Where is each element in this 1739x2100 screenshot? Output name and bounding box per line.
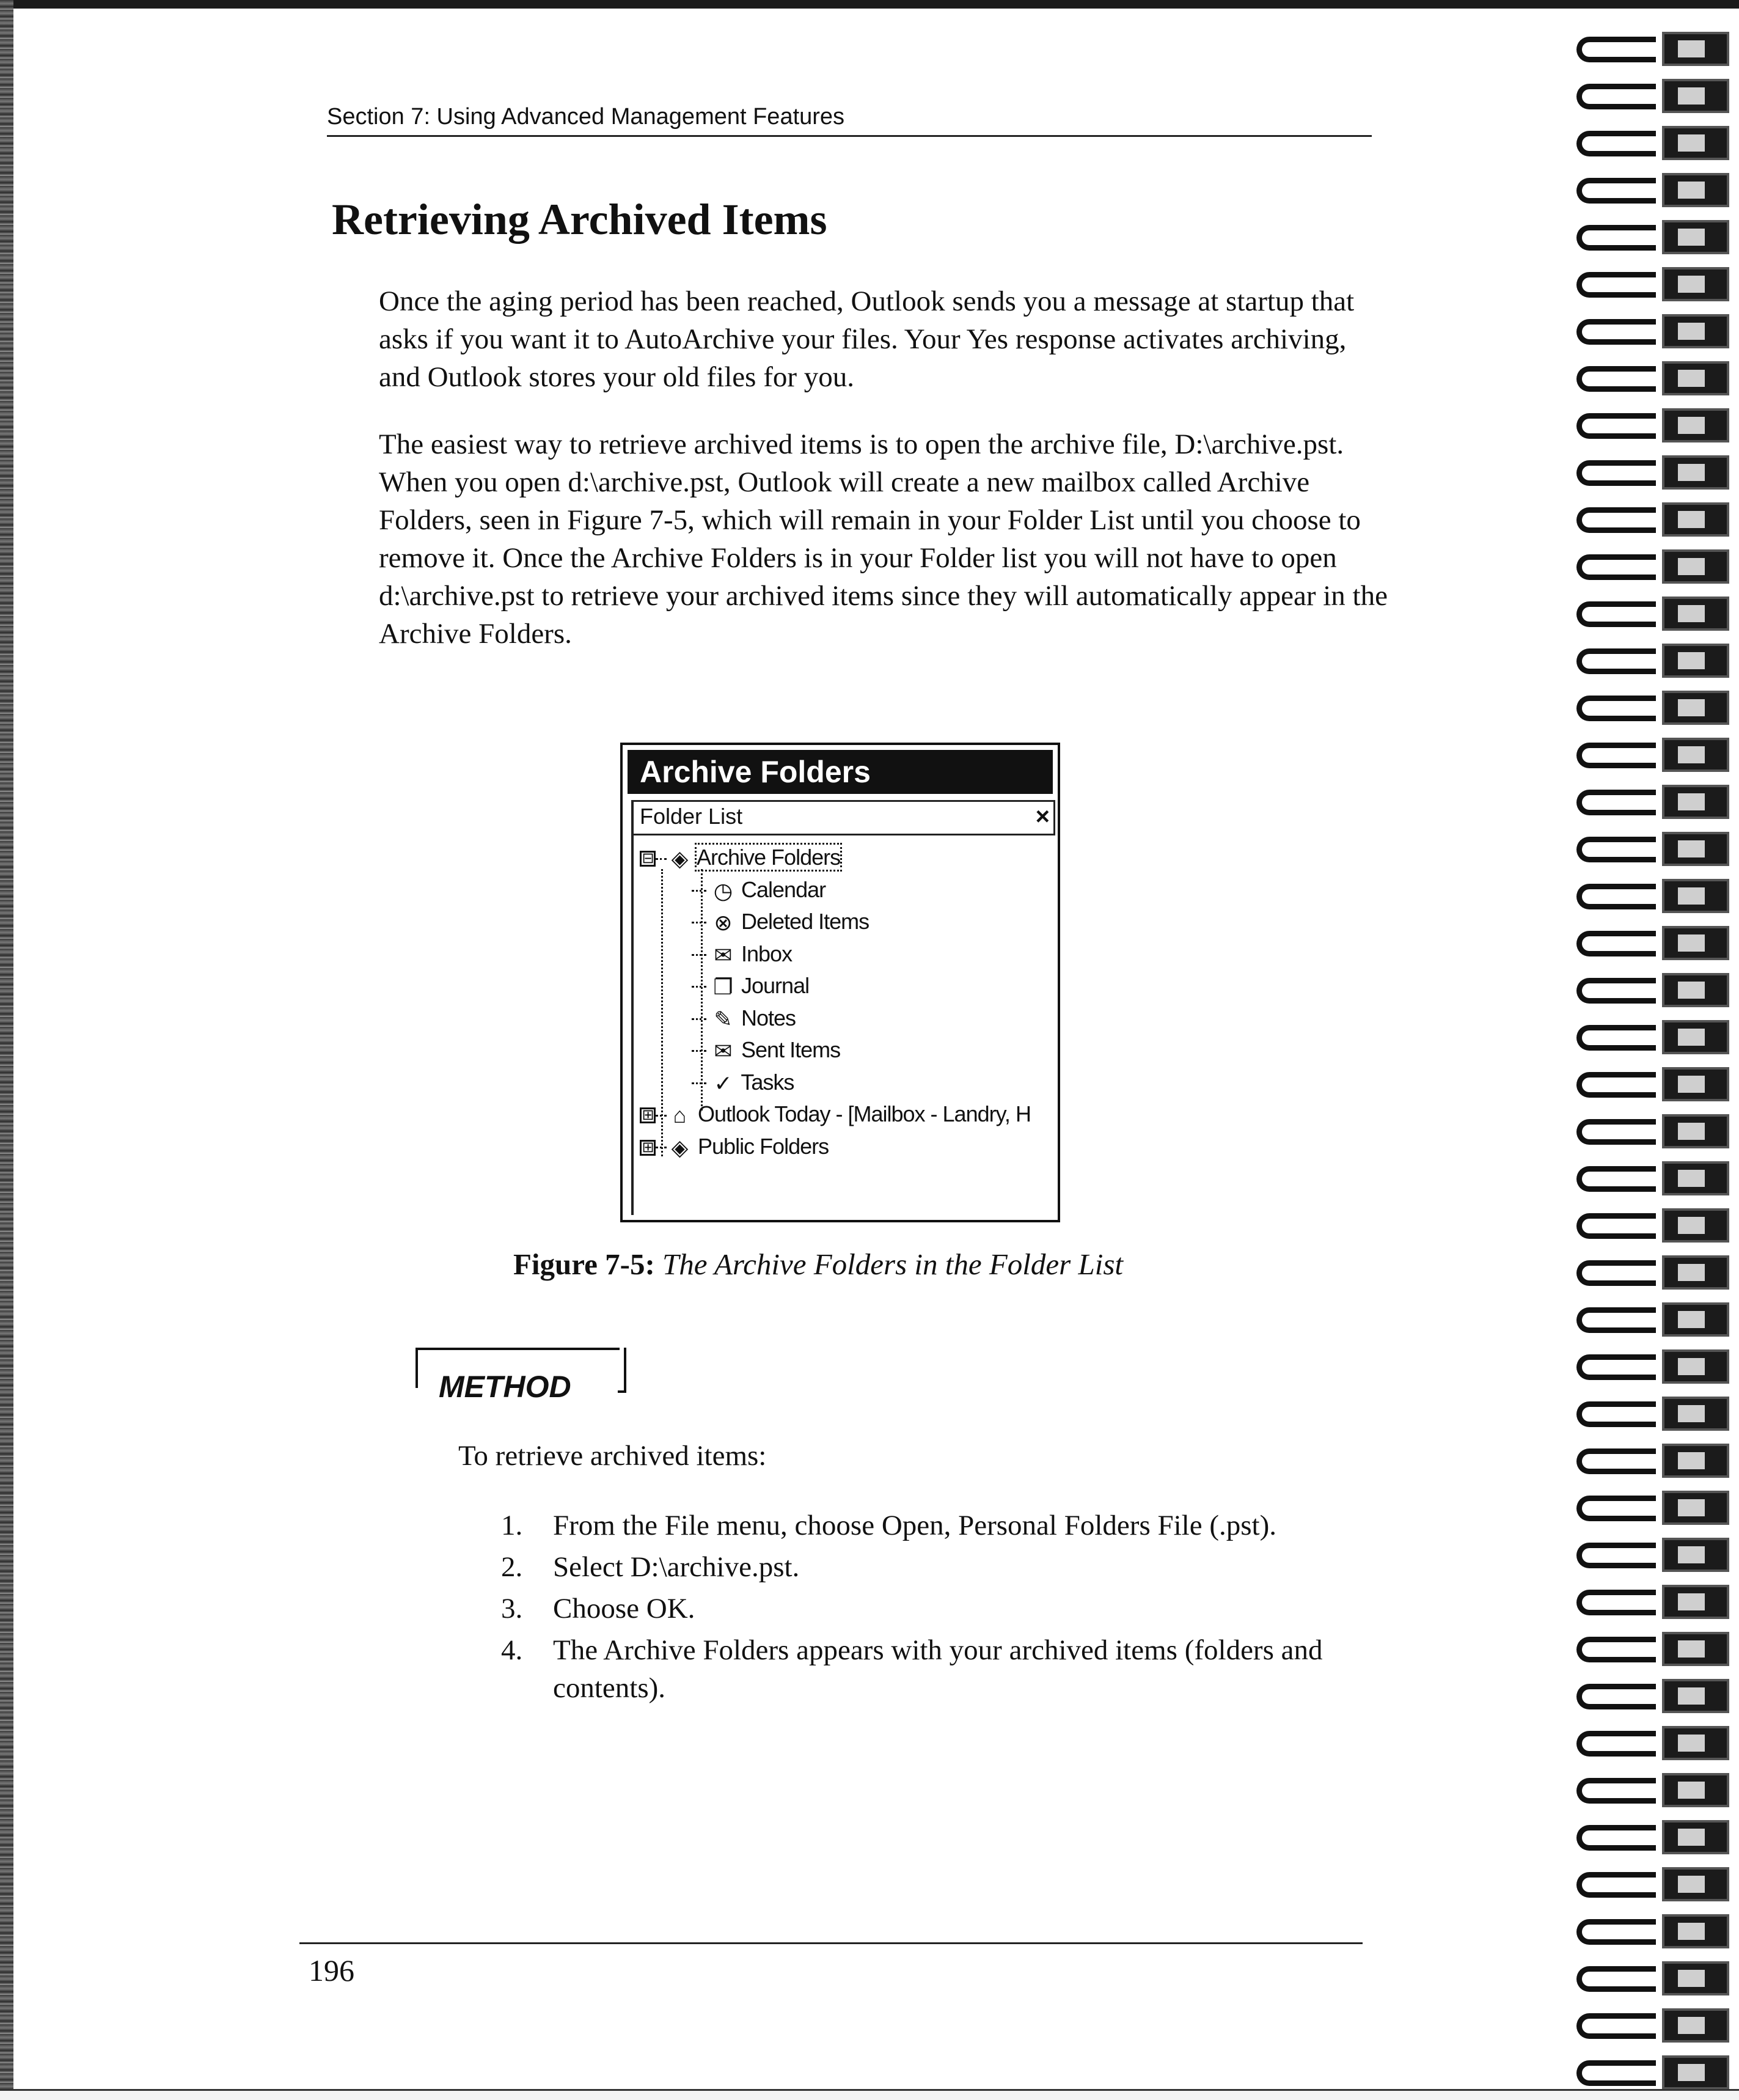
binding-hole (1662, 79, 1729, 113)
binding-hole (1662, 1726, 1729, 1760)
tree-node-label: Deleted Items (741, 909, 870, 934)
binding-ring (1576, 225, 1656, 251)
binding-ring (1576, 648, 1656, 674)
binding-ring (1576, 413, 1656, 439)
deleted-items-icon: ⊗ (714, 910, 732, 936)
binding-ring (1576, 978, 1656, 1004)
retrieval-paragraph: The easiest way to retrieve archived items is to open the archive file, D:\archive.pst. When you open d:\archive.pst, Outlook will create a new mailbox called Archive Folders, seen in Figure 7-5, which will remain in your Folder List until you choose to remove it. Once the Archive Folders is in your Folder list you will not have to open d:\archive.pst to retrieve your archived items since they will automatically appear in the Archive Folders. (379, 428, 1388, 650)
tree-node-archive-folders[interactable] (634, 842, 1055, 874)
intro-paragraph: Once the aging period has been reached, Outlook sends you a message at startup that asks if you want it to AutoArchive your files. Your Yes response activates archiving, and Outlook stores your old files for you. (379, 285, 1355, 393)
footer-rule (299, 1942, 1363, 1944)
method-steps (501, 1507, 1381, 1711)
tree-node-deleted-items[interactable] (634, 906, 1055, 938)
binding-ring (1576, 507, 1656, 533)
outlook-today-icon: ⌂ (673, 1103, 686, 1128)
binding-ring (1576, 1025, 1656, 1051)
binding-hole (1662, 879, 1729, 913)
binding-ring (1576, 1590, 1656, 1615)
binding-hole (1662, 1397, 1729, 1431)
archive-folders-screenshot (620, 743, 1060, 1222)
figure-caption (513, 1247, 1123, 1282)
binding-ring (1576, 743, 1656, 768)
method-step: 2. Select D:\archive.pst. (501, 1551, 800, 1583)
scan-left-edge (0, 0, 13, 2098)
figure-caption-text: The Archive Folders in the Folder List (662, 1247, 1124, 1281)
binding-hole (1662, 1349, 1729, 1384)
binding-ring (1576, 696, 1656, 721)
binding-ring (1576, 1825, 1656, 1851)
binding-ring (1576, 272, 1656, 298)
binding-hole (1662, 1020, 1729, 1054)
binding-ring (1576, 1260, 1656, 1286)
binding-ring (1576, 2060, 1656, 2086)
binding-hole (1662, 597, 1729, 631)
binding-ring (1576, 1778, 1656, 1804)
binding-hole (1662, 832, 1729, 866)
tree-node-label: Tasks (741, 1069, 794, 1095)
tree-node-notes[interactable] (634, 1002, 1055, 1035)
binding-ring (1576, 37, 1656, 62)
binding-ring (1576, 1119, 1656, 1145)
folder-tree (634, 842, 1055, 1162)
binding-ring (1576, 931, 1656, 956)
binding-hole (1662, 126, 1729, 160)
tree-node-label: Calendar (741, 876, 826, 902)
binding-hole (1662, 455, 1729, 490)
tree-node-label: Notes (741, 1005, 796, 1030)
binding-hole (1662, 1773, 1729, 1807)
binding-hole (1662, 1114, 1729, 1148)
journal-icon: ❐ (713, 974, 733, 1000)
binding-ring (1576, 1872, 1656, 1898)
page-title: Retrieving Archived Items (332, 195, 827, 244)
tree-node-label: Inbox (741, 941, 793, 966)
tree-node-label: Sent Items (741, 1037, 841, 1062)
mailbox-icon: ◈ (671, 846, 688, 872)
binding-ring (1576, 1637, 1656, 1662)
folder-list-panel (631, 800, 1055, 1215)
sent-items-icon: ✉ (714, 1038, 732, 1064)
method-label: METHOD (434, 1370, 576, 1404)
notes-icon: ✎ (714, 1006, 732, 1032)
tree-node-label: Journal (741, 973, 810, 998)
tree-node-label: Public Folders (698, 1133, 829, 1159)
binding-hole (1662, 32, 1729, 66)
binding-hole (1662, 173, 1729, 207)
binding-hole (1662, 220, 1729, 254)
binding-ring (1576, 366, 1656, 392)
tree-node-journal[interactable] (634, 970, 1055, 1002)
binding-ring (1576, 1401, 1656, 1427)
binding-hole (1662, 1632, 1729, 1666)
public-folders-icon: ◈ (671, 1134, 688, 1160)
binding-ring (1576, 1731, 1656, 1757)
spiral-binding (1564, 0, 1739, 2098)
method-step: 1. From the File menu, choose Open, Personal Folders File (.pst). (501, 1510, 1276, 1541)
binding-hole (1662, 2008, 1729, 2043)
binding-hole (1662, 1820, 1729, 1854)
tree-node-inbox[interactable] (634, 938, 1055, 971)
window-title: Archive Folders (628, 750, 1053, 794)
binding-ring (1576, 1448, 1656, 1474)
tasks-icon: ✓ (714, 1070, 732, 1096)
tree-node-tasks[interactable] (634, 1067, 1055, 1099)
binding-ring (1576, 1966, 1656, 1992)
binding-hole (1662, 408, 1729, 442)
tree-node-sent-items[interactable] (634, 1034, 1055, 1067)
tree-node-label: Outlook Today - [Mailbox - Landry, H (698, 1101, 1031, 1126)
binding-hole (1662, 314, 1729, 348)
binding-ring (1576, 837, 1656, 862)
collapse-icon[interactable]: ⊟ (640, 851, 656, 867)
tree-node-label: Archive Folders (697, 845, 841, 870)
expand-icon[interactable]: ⊞ (640, 1140, 656, 1156)
folder-list-title: Folder List (640, 804, 743, 829)
tree-node-outlook-today[interactable] (634, 1098, 1055, 1131)
binding-hole (1662, 1161, 1729, 1195)
page-number: 196 (309, 1953, 354, 1988)
scan-bottom-edge (0, 2089, 1739, 2100)
method-step: 3. Choose OK. (501, 1593, 695, 1625)
binding-hole (1662, 361, 1729, 395)
method-intro: To retrieve archived items: (458, 1440, 767, 1472)
scan-top-edge (0, 0, 1739, 9)
binding-ring (1576, 554, 1656, 580)
tree-node-calendar[interactable] (634, 874, 1055, 906)
binding-ring (1576, 1166, 1656, 1192)
method-step: 4. The Archive Folders appears with your archived items (folders and contents). (501, 1634, 1323, 1704)
binding-hole (1662, 2055, 1729, 2090)
binding-hole (1662, 973, 1729, 1007)
binding-hole (1662, 1208, 1729, 1243)
binding-hole (1662, 502, 1729, 537)
binding-ring (1576, 1213, 1656, 1239)
binding-hole (1662, 549, 1729, 584)
calendar-icon: ◷ (713, 878, 733, 903)
binding-hole (1662, 1679, 1729, 1713)
binding-hole (1662, 1255, 1729, 1290)
binding-ring (1576, 319, 1656, 345)
running-head: Section 7: Using Advanced Management Features (327, 104, 1372, 137)
binding-hole (1662, 738, 1729, 772)
folder-list-header (634, 800, 1055, 835)
binding-ring (1576, 131, 1656, 156)
binding-ring (1576, 460, 1656, 486)
binding-hole (1662, 691, 1729, 725)
binding-ring (1576, 178, 1656, 204)
binding-ring (1576, 1072, 1656, 1098)
binding-ring (1576, 790, 1656, 815)
close-icon[interactable]: × (1035, 803, 1050, 830)
expand-icon[interactable]: ⊞ (640, 1107, 656, 1123)
binding-ring (1576, 1684, 1656, 1709)
inbox-icon: ✉ (714, 942, 732, 967)
binding-ring (1576, 1307, 1656, 1333)
figure-caption-label: Figure 7-5: (513, 1247, 655, 1281)
binding-hole (1662, 1538, 1729, 1572)
binding-hole (1662, 1067, 1729, 1101)
binding-hole (1662, 926, 1729, 960)
binding-hole (1662, 1302, 1729, 1337)
binding-hole (1662, 1914, 1729, 1948)
binding-hole (1662, 267, 1729, 301)
binding-ring (1576, 1919, 1656, 1945)
binding-hole (1662, 1491, 1729, 1525)
binding-ring (1576, 1543, 1656, 1568)
binding-hole (1662, 1961, 1729, 1995)
method-box (416, 1348, 626, 1404)
binding-hole (1662, 1585, 1729, 1619)
binding-ring (1576, 601, 1656, 627)
binding-ring (1576, 1354, 1656, 1380)
binding-ring (1576, 84, 1656, 109)
binding-ring (1576, 884, 1656, 909)
binding-hole (1662, 1867, 1729, 1901)
binding-hole (1662, 1444, 1729, 1478)
binding-hole (1662, 785, 1729, 819)
binding-ring (1576, 1496, 1656, 1521)
binding-ring (1576, 2013, 1656, 2039)
tree-node-public-folders[interactable] (634, 1131, 1055, 1163)
binding-hole (1662, 644, 1729, 678)
